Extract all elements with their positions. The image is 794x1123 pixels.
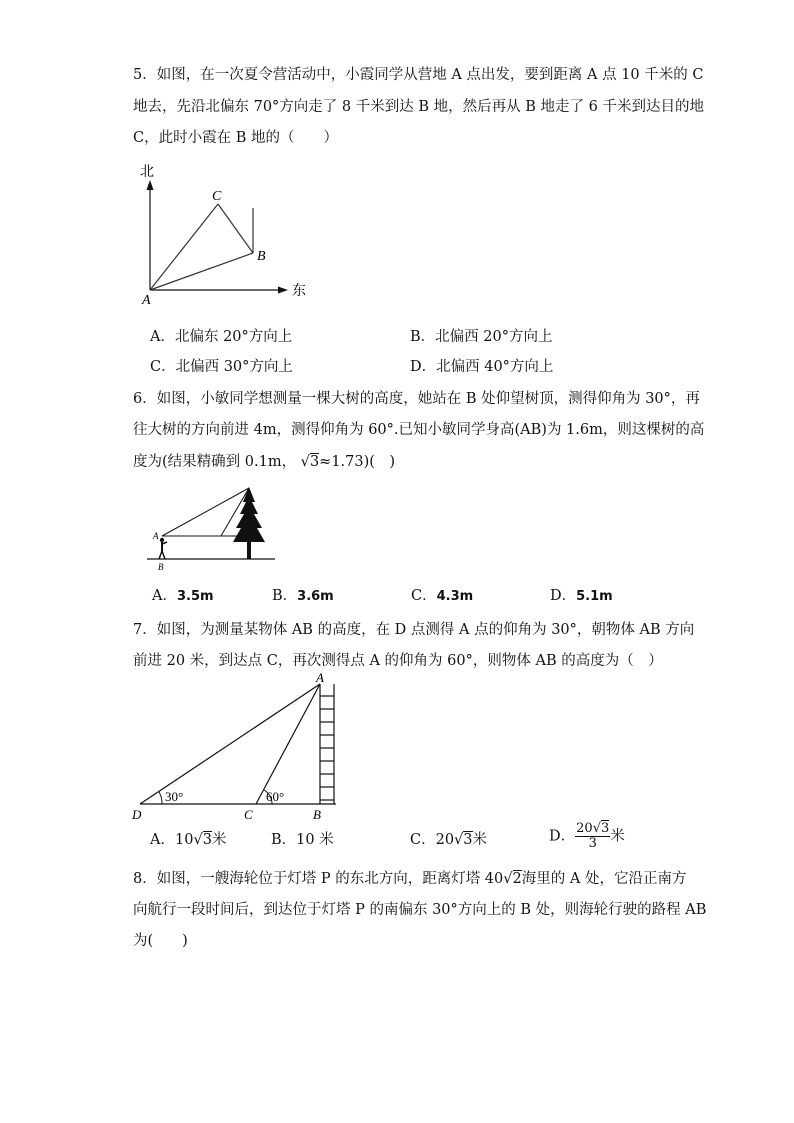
q6-stem-line3: 度为(结果精确到 0.1m， √3≈1.73)( ) [133, 454, 396, 470]
q5-segment-ab [150, 253, 253, 290]
q6-option-b[interactable] [272, 586, 334, 607]
q8-stem-line3: 为( ) [133, 933, 188, 949]
q7-option-c-lead: C．20 [410, 832, 455, 848]
q7-option-c-unit: 米 [472, 832, 488, 848]
q8-stem-line2: 向航行一段时间后，到达位于灯塔 P 的南偏东 30°方向上的 B 处，则海轮行驶的路程 AB [133, 902, 707, 918]
q6-option-d[interactable] [550, 586, 613, 607]
q8-sqrt-radicand: 2 [512, 871, 522, 887]
q7-stem-line2: 前进 20 米，到达点 C，再次测得点 A 的仰角为 60°，则物体 AB 的高度为（ ） [133, 653, 663, 669]
q8-stem-line1-end: 海里的 A 处，它沿正南方 [521, 871, 687, 887]
q7-segment-da [140, 684, 320, 804]
q6-option-d-letter: D． [550, 588, 577, 604]
q6-stem-line3-end: ≈1.73)( ) [319, 454, 396, 470]
q6-label-b: B [158, 562, 164, 572]
q6-label-a: A [153, 531, 159, 541]
q6-sqrt-radicand: 3 [309, 454, 320, 470]
q7-angle-arc-30 [159, 792, 162, 804]
q6-option-d-value: 5.1m [576, 589, 613, 604]
q6-stem-line1: 6．如图，小敏同学想测量一棵大树的高度，她站在 B 处仰望树顶，测得仰角为 30°，再 [133, 391, 700, 407]
q5-label-c: C [212, 189, 222, 204]
q7-label-angle60: 60° [266, 789, 285, 804]
q6-stem-line3-text: 度为(结果精确到 0.1m， [133, 454, 297, 470]
q5-segment-bc [218, 204, 253, 253]
q7-option-c-radicand: 3 [463, 832, 473, 848]
q7-stem-line1: 7．如图，为测量某物体 AB 的高度，在 D 点测得 A 点的仰角为 30°，朝物体 AB 方向 [133, 622, 695, 638]
q8-stem-line1: 8．如图，一艘海轮位于灯塔 P 的东北方向，距离灯塔 40√2海里的 A 处，它沿正南方 [133, 871, 687, 887]
q5-label-a: A [142, 293, 151, 308]
q7-segment-ca [256, 684, 320, 804]
q8-stem-line1-text: 8．如图，一艘海轮位于灯塔 P 的东北方向，距离灯塔 40 [133, 871, 504, 887]
q6-option-c[interactable] [411, 586, 473, 607]
q7-option-d-lead: D． [549, 828, 576, 845]
q7-option-d-numerator: 20√3 [576, 821, 610, 836]
q6-figure [145, 484, 280, 574]
q7-label-b: B [313, 807, 321, 822]
q7-option-a-unit: 米 [211, 832, 227, 848]
q7-label-angle30: 30° [165, 789, 184, 804]
q6-stem-line2: 往大树的方向前进 4m，测得仰角为 60°.已知小敏同学身高(AB)为 1.6m，则这棵树的高 [133, 422, 705, 438]
q5-segment-ac [150, 204, 218, 290]
q7-option-c[interactable]: C．20√3米 [410, 832, 488, 848]
q5-stem-line3: C，此时小霞在 B 地的（ ） [133, 130, 338, 146]
q6-tree-icon [233, 487, 265, 559]
q7-label-c: C [244, 807, 253, 822]
q5-label-north: 北 [140, 165, 154, 180]
q7-ladder [320, 684, 334, 804]
q5-option-b[interactable]: B．北偏西 20°方向上 [410, 329, 553, 345]
q6-option-a[interactable] [152, 586, 214, 607]
q5-stem-line1: 5．如图，在一次夏令营活动中，小霞同学从营地 A 点出发，要到距离 A 点 10 千米的 C [133, 67, 704, 83]
q5-option-d[interactable]: D．北偏西 40°方向上 [410, 359, 554, 375]
q7-figure [128, 670, 348, 825]
q6-option-c-letter: C． [411, 588, 437, 604]
q5-stem-line2: 地去，先沿北偏东 70°方向走了 8 千米到达 B 地，然后再从 B 地走了 6 千米到达目的地 [133, 99, 704, 115]
q7-option-a[interactable]: A．10√3米 [150, 832, 227, 848]
q6-option-a-letter: A． [152, 588, 177, 604]
q7-option-d-denominator: 3 [588, 836, 597, 851]
q7-label-d: D [132, 807, 142, 822]
q7-option-d[interactable] [549, 822, 625, 851]
q7-option-a-radicand: 3 [202, 832, 212, 848]
q5-label-east: 东 [292, 284, 306, 299]
q6-option-b-letter: B． [272, 588, 298, 604]
q7-option-a-lead: A．10 [150, 832, 194, 848]
q5-figure [130, 158, 320, 308]
q7-label-a: A [316, 670, 324, 685]
q7-option-d-unit: 米 [610, 828, 625, 845]
q6-option-b-value: 3.6m [297, 589, 334, 604]
q5-option-a[interactable]: A．北偏东 20°方向上 [150, 329, 293, 345]
q7-option-d-fraction [575, 822, 610, 851]
q6-option-a-value: 3.5m [176, 589, 214, 604]
q7-option-b[interactable]: B．10 米 [271, 832, 334, 848]
q6-sight-30 [162, 488, 249, 536]
q5-label-b: B [257, 249, 266, 264]
q6-option-c-value: 4.3m [436, 589, 474, 604]
q5-option-c[interactable]: C．北偏西 30°方向上 [150, 359, 293, 375]
q6-person-icon [159, 538, 167, 559]
